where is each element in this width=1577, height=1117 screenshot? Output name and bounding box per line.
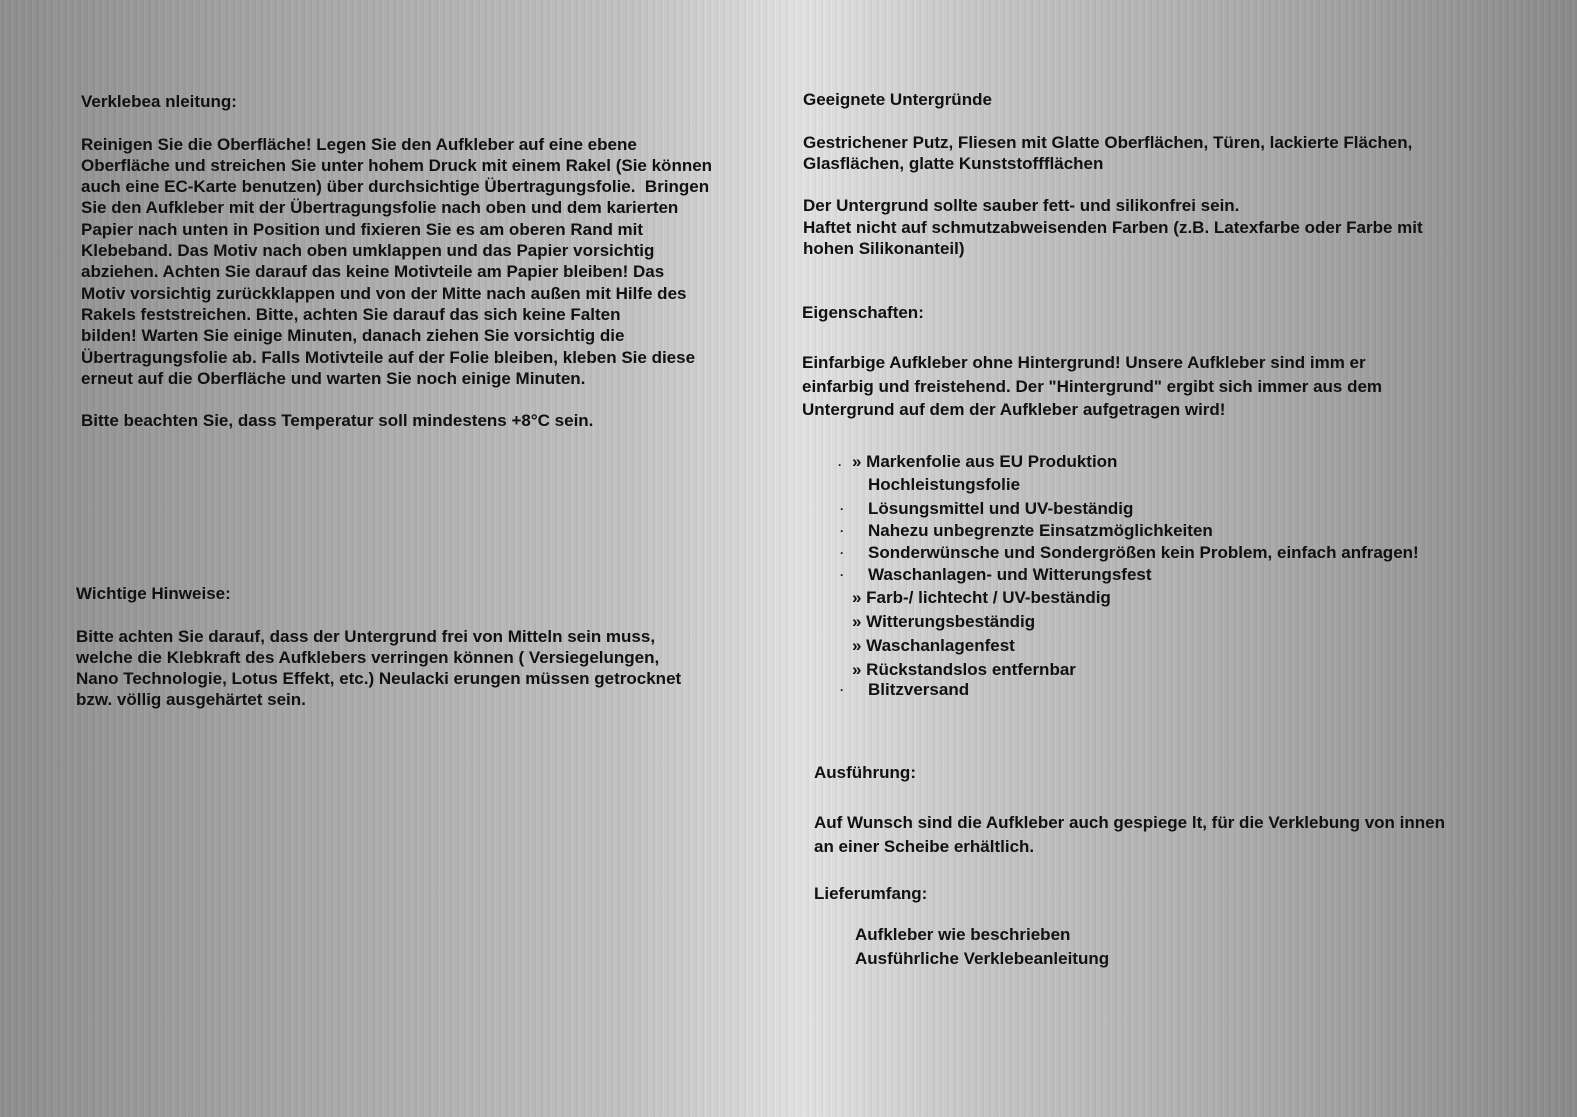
text-line: an einer Scheibe erhältlich. [814, 836, 1035, 856]
text-line: Glasflächen, glatte Kunststoffflächen [803, 153, 1104, 173]
text-line: welche die Klebkraft des Aufklebers verringen können ( Versiegelungen, [76, 647, 660, 667]
text-line: Haftet nicht auf schmutzabweisenden Farben (z.B. Latexfarbe oder Farbe mit [803, 217, 1423, 237]
list-item: » Farb-/ lichtecht / UV-beständig [852, 588, 1111, 607]
text-line: Untergrund auf dem der Aufkleber aufgetragen wird! [802, 400, 1226, 419]
bullet-dot-icon: · [840, 546, 844, 560]
list-item: Waschanlagen- und Witterungsfest [868, 565, 1152, 584]
text-line: erneut auf die Oberfläche und warten Sie noch einige Minuten. [81, 368, 586, 388]
text-line: Gestrichener Putz, Fliesen mit Glatte Oberflächen, Türen, lackierte Flächen, [803, 132, 1413, 152]
text-line: Papier nach unten in Position und fixieren Sie es am oberen Rand mit [81, 219, 644, 239]
section-heading: Eigenschaften: [802, 303, 924, 322]
text-line: bzw. völlig ausgehärtet sein. [76, 690, 306, 710]
list-item: Hochleistungsfolie [868, 475, 1021, 494]
list-item: » Markenfolie aus EU Produktion [852, 452, 1118, 471]
list-item: Nahezu unbegrenzte Einsatzmöglichkeiten [868, 521, 1213, 540]
bullet-dot-icon: · [840, 683, 844, 697]
text-line: Der Untergrund sollte sauber fett- und silikonfrei sein. [803, 196, 1240, 216]
text-line: Motiv vorsichtig zurückklappen und von der Mitte nach außen mit Hilfe des [81, 283, 687, 303]
text-line: Klebeband. Das Motiv nach oben umklappen und das Papier vorsichtig [81, 241, 655, 261]
text-line: Rakels feststreichen. Bitte, achten Sie darauf das sich keine Falten [81, 304, 621, 324]
text-line: bilden! Warten Sie einige Minuten, danach ziehen Sie vorsichtig die [81, 326, 625, 346]
section-heading: Verklebea nleitung: [81, 92, 237, 111]
text-line: Bitte achten Sie darauf, dass der Untergrund frei von Mitteln sein muss, [76, 626, 656, 646]
list-item: Sonderwünsche und Sondergrößen kein Problem, einfach anfragen! [868, 543, 1419, 562]
text-line: Nano Technologie, Lotus Effekt, etc.) Neulacki erungen müssen getrocknet [76, 669, 682, 689]
text-line: Ausführliche Verklebeanleitung [855, 948, 1110, 968]
list-item: » Rückstandslos entfernbar [852, 660, 1076, 679]
section-heading: Geeignete Untergründe [803, 90, 992, 109]
text-line: Einfarbige Aufkleber ohne Hintergrund! Unsere Aufkleber sind imm er [802, 353, 1366, 372]
untergruende-section [803, 89, 1423, 259]
text-line: Sie den Aufkleber mit der Übertragungsfolie nach oben und dem karierten [81, 198, 679, 218]
hinweise-section [76, 583, 681, 711]
lieferumfang-section [855, 923, 1109, 970]
ausfuehrung-section [814, 811, 1445, 858]
bullet-dot-icon: · [840, 568, 844, 582]
text-line: Aufkleber wie beschrieben [855, 925, 1071, 944]
bullet-dot-icon: . [838, 455, 842, 469]
text-line: einfarbig und freistehend. Der "Hintergrund" ergibt sich immer aus dem [802, 376, 1383, 396]
section-heading: Ausführung: [814, 763, 916, 782]
text-line: abziehen. Achten Sie darauf das keine Motivteile am Papier bleiben! Das [81, 262, 665, 282]
list-item: » Waschanlagenfest [852, 636, 1015, 655]
text-line: Übertragungsfolie ab. Falls Motivteile auf der Folie bleiben, kleben Sie diese [81, 347, 696, 367]
text-line: Reinigen Sie die Oberfläche! Legen Sie den Aufkleber auf eine ebene [81, 134, 637, 154]
text-line: auch eine EC-Karte benutzen) über durchsichtige Übertragungsfolie. Bringen [81, 177, 710, 197]
section-heading: Lieferumfang: [814, 884, 928, 903]
list-item: » Witterungsbeständig [852, 612, 1036, 631]
list-item: Blitzversand [868, 680, 970, 699]
bullet-dot-icon: · [840, 502, 844, 516]
list-item: Lösungsmittel und UV-beständig [868, 499, 1134, 518]
text-line: Oberfläche und streichen Sie unter hohem Druck mit einem Rakel (Sie können [81, 155, 713, 175]
verklebeanleitung-section [81, 91, 712, 432]
text-line: hohen Silikonanteil) [803, 239, 965, 259]
section-heading: Wichtige Hinweise: [76, 584, 231, 603]
bullet-dot-icon: · [840, 524, 844, 538]
eigenschaften-section [802, 351, 1382, 422]
temperature-note: Bitte beachten Sie, dass Temperatur soll mindestens +8°C sein. [81, 411, 594, 431]
text-line: Auf Wunsch sind die Aufkleber auch gespiege lt, für die Verklebung von innen [814, 813, 1445, 832]
